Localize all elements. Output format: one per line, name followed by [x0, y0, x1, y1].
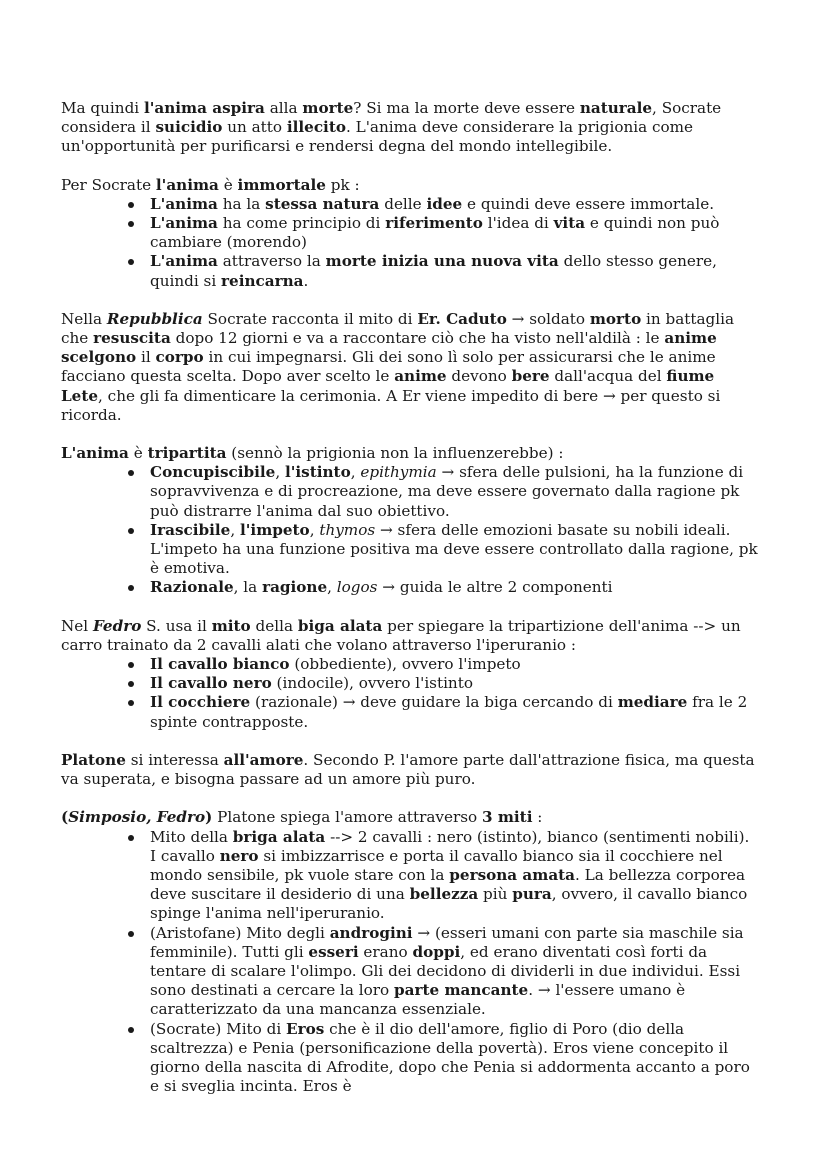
paragraph-three-myths-intro — [61, 808, 758, 827]
text-run: morto — [589, 309, 642, 328]
text-run: bere — [511, 367, 550, 386]
paragraph-plato-love — [61, 751, 758, 789]
text-run: un atto — [222, 118, 287, 137]
text-run: suicidio — [155, 118, 223, 137]
paragraph-phaedrus-intro — [61, 617, 758, 655]
text-run: Razionale — [150, 578, 234, 597]
bullet-item — [150, 828, 758, 924]
text-run: logos — [336, 578, 378, 597]
text-run: . → l'essere umano è caratterizzato da una mancanza essenziale. — [150, 981, 686, 1019]
text-run: dello stesso genere, quindi si — [150, 252, 717, 290]
text-run: l'anima aspira — [143, 99, 265, 117]
text-run: parte mancante — [394, 981, 529, 1000]
text-run: Il cocchiere — [150, 693, 251, 712]
bullet-item — [150, 693, 758, 731]
text-run: pk : — [325, 175, 360, 194]
text-run: delle — [379, 194, 427, 213]
text-run: nero — [219, 846, 259, 865]
text-run: Repubblica — [106, 309, 203, 328]
bullet-item — [150, 655, 758, 674]
text-run: , la — [233, 578, 263, 597]
text-run: , — [230, 520, 240, 539]
bullet-item — [150, 252, 758, 290]
text-run: immortale — [237, 175, 326, 194]
text-run: è — [218, 175, 238, 194]
text-run: persona amata — [449, 865, 576, 884]
text-run: fra le 2 spinte contrapposte. — [150, 693, 748, 731]
text-run: , — [327, 578, 337, 597]
text-run: (razionale) → deve guidare la biga cercando di — [250, 693, 618, 712]
text-run: l'anima — [155, 175, 219, 194]
text-run: (indocile), ovvero l'istinto — [271, 674, 473, 693]
text-run: Il cavallo bianco — [150, 655, 290, 674]
text-run: . — [303, 271, 309, 290]
text-run: tripartita — [147, 444, 227, 463]
text-run: Per Socrate — [61, 175, 156, 194]
text-run: l'idea di — [482, 214, 554, 233]
text-run: morte inizia una nuova vita — [325, 252, 559, 271]
text-run: . L'anima deve considerare la prigionia come un'opportunità per purificarsi e rendersi degna del mondo intellegibile. — [61, 118, 694, 156]
paragraph-tripartite-intro — [61, 444, 758, 463]
text-run: e quindi deve essere immortale. — [462, 194, 715, 213]
text-run: (Aristofane) Mito degli — [150, 923, 330, 942]
text-run: L'anima — [61, 444, 129, 463]
bullet-item — [150, 674, 758, 693]
text-run: dopo 12 giorni e va a raccontare ciò che ha visto nell'aldilà : le — [170, 329, 665, 348]
text-run: epithymia — [360, 463, 437, 482]
text-run: ha come principio di — [217, 214, 386, 233]
text-run: si imbizzarrisce e porta il cavallo bianco sia il cocchiere nel mondo sensibile, pk vuole stare con la — [150, 846, 723, 884]
text-run: briga alata — [232, 827, 326, 846]
bullet-item — [150, 214, 758, 252]
text-run: Platone spiega l'amore attraverso — [212, 808, 482, 827]
text-run: Nella — [61, 309, 107, 328]
text-run: L'anima — [150, 214, 218, 233]
text-run: morte — [302, 99, 354, 117]
text-run: Socrate racconta il mito di — [202, 309, 418, 328]
text-run: 3 miti — [481, 808, 533, 827]
text-run: erano — [358, 942, 413, 961]
text-run: S. usa il — [141, 616, 212, 635]
text-run: Fedro — [92, 616, 142, 635]
text-run: vita — [553, 214, 586, 233]
text-run: fiume Lete — [61, 367, 715, 405]
text-run: e quindi non può cambiare (morendo) — [150, 214, 720, 252]
text-run: Platone — [61, 750, 126, 769]
text-run: l'istinto — [284, 463, 351, 482]
text-run: . Secondo P. l'amore parte dall'attrazione fisica, ma questa va superata, e bisogna passare ad un amore più puro. — [61, 750, 755, 789]
text-run: , Socrate considera il — [61, 99, 722, 137]
text-run: il — [136, 348, 156, 367]
text-run: Eros — [286, 1019, 325, 1038]
text-run: Mito della — [150, 827, 233, 846]
text-run: , ovvero, il cavallo bianco spinge l'anima nell'iperuranio. — [150, 885, 748, 923]
text-run: Ma quindi — [61, 99, 144, 117]
text-run: Concupiscibile — [150, 463, 276, 482]
text-run: attraverso la — [217, 252, 326, 271]
text-run: si interessa — [125, 750, 224, 769]
list-three-myths — [61, 828, 758, 1097]
text-run: è — [128, 444, 148, 463]
text-run: --> 2 cavalli : nero (istinto), bianco (sentimenti nobili). I cavallo — [150, 827, 750, 865]
text-run: , ed erano diventati così forti da tentare di scalare l'olimpo. Gli dei decidono di dividerli in due individui. Essi sono destinati a cercare la loro — [150, 942, 741, 1000]
text-run: . La bellezza corporea deve suscitare il desiderio di una — [150, 865, 746, 904]
text-run: mito — [211, 616, 251, 635]
text-run: ) — [205, 808, 213, 827]
text-run: (sennò la prigionia non la influenzerebbe) : — [226, 444, 564, 463]
bullet-item — [150, 463, 758, 521]
text-run: ragione — [262, 578, 328, 597]
text-run: per spiegare la tripartizione dell'anima --> un carro trainato da 2 cavalli alati che volano attraverso l'iperuranio : — [61, 616, 741, 654]
text-run: Irascibile — [150, 520, 231, 539]
text-run: (obbediente), ovvero l'impeto — [289, 655, 521, 674]
text-run: androgini — [329, 923, 413, 942]
text-run: → (esseri umani con parte sia maschile sia femminile). Tutti gli — [150, 923, 744, 961]
text-run: , — [309, 520, 320, 539]
text-run: anime — [394, 367, 447, 386]
text-run: L'anima — [150, 194, 218, 213]
text-run: ? Si ma la morte deve essere — [353, 99, 580, 117]
bullet-item — [150, 924, 758, 1020]
text-run: dall'acqua del — [549, 367, 667, 386]
bullet-item — [150, 578, 758, 597]
bullet-item — [150, 1020, 758, 1097]
text-run: → soldato — [506, 309, 590, 328]
text-run: → sfera delle emozioni basate su nobili ideali. L'impeto ha una funzione positiva ma deve essere controllato dalla ragione, pk è emotiva. — [150, 520, 758, 578]
text-run: in battaglia che — [61, 309, 735, 348]
paragraph-soul-immortal-intro — [61, 176, 758, 195]
text-run: → guida le altre 2 componenti — [377, 578, 613, 597]
text-run: corpo — [155, 348, 204, 367]
text-run: , che gli fa dimenticare la cerimonia. A Er viene impedito di bere → per questo si ricorda. — [61, 386, 721, 424]
list-chariot-allegory — [61, 655, 758, 732]
text-run: mediare — [617, 693, 688, 712]
paragraph-myth-of-er — [61, 310, 758, 425]
text-run: esseri — [308, 942, 359, 961]
text-run: illecito — [286, 118, 346, 137]
text-run: più — [478, 885, 513, 904]
text-run: (Socrate) Mito di — [150, 1019, 287, 1038]
list-soul-parts — [61, 463, 758, 597]
text-run: idee — [426, 194, 463, 213]
text-run: ( — [61, 808, 69, 827]
text-run: Il cavallo nero — [150, 674, 272, 693]
text-run: Simposio, Fedro — [68, 808, 206, 827]
text-run: riferimento — [385, 214, 483, 233]
text-run: Er. Caduto — [417, 309, 507, 328]
text-run: della — [250, 616, 298, 635]
text-run: doppi — [412, 942, 461, 961]
text-run: in cui impegnarsi. Gli dei sono lì solo per assicurarsi che le anime facciano questa scelta. Dopo aver scelto le — [61, 348, 716, 386]
text-run: reincarna — [221, 271, 304, 290]
text-run: naturale — [579, 99, 653, 117]
text-run: l'impeto — [240, 520, 310, 539]
text-run: : — [532, 808, 543, 827]
text-run: → sfera delle pulsioni, ha la funzione di sopravvivenza e di procreazione, ma deve essere governato dalla ragione pk può distrarre l'anima dal suo obiettivo. — [150, 463, 744, 520]
paragraph-soul-death — [61, 99, 758, 157]
text-run: bellezza — [409, 885, 479, 904]
text-run: stessa natura — [265, 194, 380, 213]
text-run: Nel — [61, 616, 93, 635]
text-run: anime scelgono — [61, 329, 717, 367]
text-run: che è il dio dell'amore, figlio di Poro (dio della scaltrezza) e Penia (personificazione della povertà). Eros viene concepito il giorno della nascita di Afrodite, dopo che Penia si addormenta accanto a poro e si sveglia incinta. Eros è — [150, 1019, 750, 1096]
text-run: , — [275, 463, 285, 482]
text-run: resuscita — [93, 329, 171, 348]
text-run: ha la — [217, 194, 266, 213]
text-run: alla — [264, 99, 303, 117]
text-run: , — [350, 463, 361, 482]
bullet-item — [150, 195, 758, 214]
text-run: all'amore — [223, 750, 304, 769]
text-run: thymos — [319, 520, 376, 539]
list-immortality-reasons — [61, 195, 758, 291]
bullet-item — [150, 521, 758, 579]
text-run: biga alata — [297, 616, 383, 635]
text-run: L'anima — [150, 252, 218, 271]
text-run: devono — [446, 367, 512, 386]
text-run: pura — [512, 885, 552, 904]
